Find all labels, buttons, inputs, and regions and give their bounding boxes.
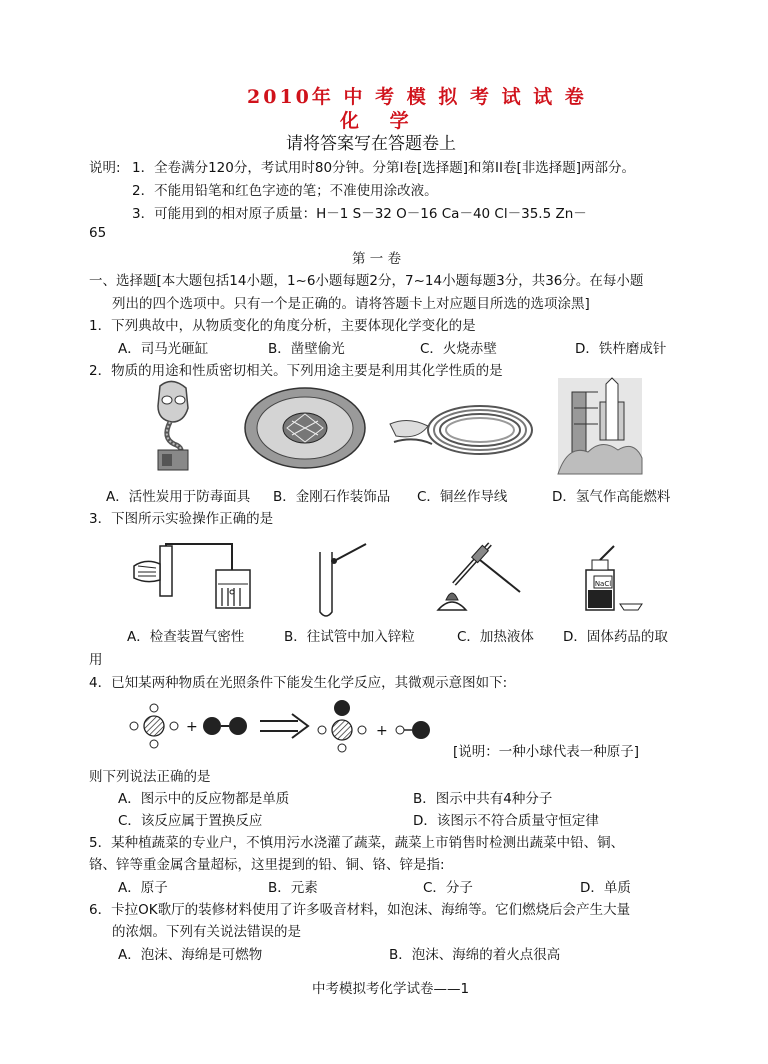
reactant-molecule-2 [203, 717, 247, 735]
q3-option-c: C．加热液体 [457, 629, 534, 645]
q1-option-b: B．凿壁偷光 [268, 341, 345, 357]
reaction-arrow [260, 714, 308, 738]
solid-reagent-bottle-image [580, 546, 646, 614]
q5-stem-2: 铬、锌等重金属含量超标，这里提到的铅、铜、铬、锌是指: [89, 857, 445, 873]
subject-title: 化 学 [340, 110, 421, 132]
q3-option-d-cont: 用 [89, 652, 103, 668]
q2-option-c: C．铜丝作导线 [417, 489, 508, 505]
q1-stem: 1．下列典故中，从物质变化的角度分析，主要体现化学变化的是 [89, 318, 476, 334]
copper-wire-image [388, 396, 536, 460]
q1-option-c: C．火烧赤壁 [420, 341, 497, 357]
answer-note: 请将答案写在答题卷上 [286, 134, 456, 154]
q3-option-d: D．固体药品的取 [563, 629, 668, 645]
q1-option-d: D．铁杵磨成针 [575, 341, 667, 357]
section-intro-1: 一、选择题[本大题包括14小题，1~6小题每题2分，7~14小题每题3分，共36分。在每小题 [89, 273, 644, 289]
q4-legend: [说明：一种小球代表一种原子] [453, 744, 640, 760]
product-molecule-1 [318, 700, 366, 752]
q4-prompt: 则下列说法正确的是 [89, 769, 211, 785]
svg-text:+: + [376, 723, 388, 739]
add-zinc-pellet-image [312, 540, 370, 620]
q3-stem: 3．下图所示实验操作正确的是 [89, 511, 274, 527]
section-intro-2: 列出的四个选项中。只有一个是正确的。请将答题卡上对应题目所选的选项涂黑] [112, 296, 590, 312]
rocket-launch-image [558, 378, 642, 474]
q6-stem-1: 6．卡拉OK歌厅的装修材料使用了许多吸音材料，如泡沫、海绵等。它们燃烧后会产生大量 [89, 902, 631, 918]
page-footer: 中考模拟考化学试卷——1 [312, 981, 470, 997]
q6-stem-2: 的浓烟。下列有关说法错误的是 [112, 924, 301, 940]
instruction-2: 2．不能用铅笔和红色字迹的笔；不准使用涂改液。 [132, 183, 438, 199]
q5-option-d: D．单质 [580, 880, 631, 896]
product-molecule-2 [396, 721, 430, 739]
q6-option-b: B．泡沫、海绵的着火点很高 [389, 947, 561, 963]
diamond-image [242, 386, 368, 470]
reaction-diagram [120, 696, 450, 760]
instruction-1: 1．全卷满分120分，考试用时80分钟。分第Ⅰ卷[选择题]和第II卷[非选择题]两部分。 [132, 160, 636, 176]
section-title: 第 一 卷 [352, 251, 402, 267]
q3-option-b: B．往试管中加入锌粒 [284, 629, 415, 645]
q4-option-d: D．该图示不符合质量守恒定律 [413, 813, 599, 829]
q2-option-a: A．活性炭用于防毒面具 [106, 489, 251, 505]
heat-liquid-image [436, 540, 522, 612]
exam-title: 2010年 中 考 模 拟 考 试 试 卷 [247, 86, 587, 108]
q5-option-b: B．元素 [268, 880, 318, 896]
q5-option-c: C．分子 [423, 880, 473, 896]
q2-option-d: D．氢气作高能燃料 [552, 489, 671, 505]
svg-text:+: + [186, 719, 198, 735]
instruction-3: 3．可能用到的相对原子质量：H－1 S－32 O－16 Ca－40 Cl－35.5 Zn－ [132, 206, 587, 222]
bottle-label: NaCl [594, 580, 612, 588]
q1-option-a: A．司马光砸缸 [118, 341, 209, 357]
q2-option-b: B．金刚石作装饰品 [273, 489, 391, 505]
q4-stem: 4．已知某两种物质在光照条件下能发生化学反应，其微观示意图如下: [89, 675, 508, 691]
q4-option-c: C．该反应属于置换反应 [118, 813, 263, 829]
q5-option-a: A．原子 [118, 880, 168, 896]
q4-option-a: A．图示中的反应物都是单质 [118, 791, 290, 807]
q5-stem-1: 5．某种植蔬菜的专业户，不慎用污水浇灌了蔬菜，蔬菜上市销售时检测出蔬菜中铅、铜、 [89, 835, 625, 851]
reactant-molecule-1 [130, 704, 178, 748]
q2-stem: 2．物质的用途和性质密切相关。下列用途主要是利用其化学性质的是 [89, 363, 503, 379]
instructions-label: 说明: [89, 160, 121, 176]
q4-option-b: B．图示中共有4种分子 [413, 791, 553, 807]
q3-option-a: A．检查装置气密性 [127, 629, 245, 645]
instruction-3-cont: 65 [89, 225, 107, 241]
gas-mask-image [140, 378, 220, 472]
q6-option-a: A．泡沫、海绵是可燃物 [118, 947, 263, 963]
gas-tightness-check-image [130, 540, 254, 612]
